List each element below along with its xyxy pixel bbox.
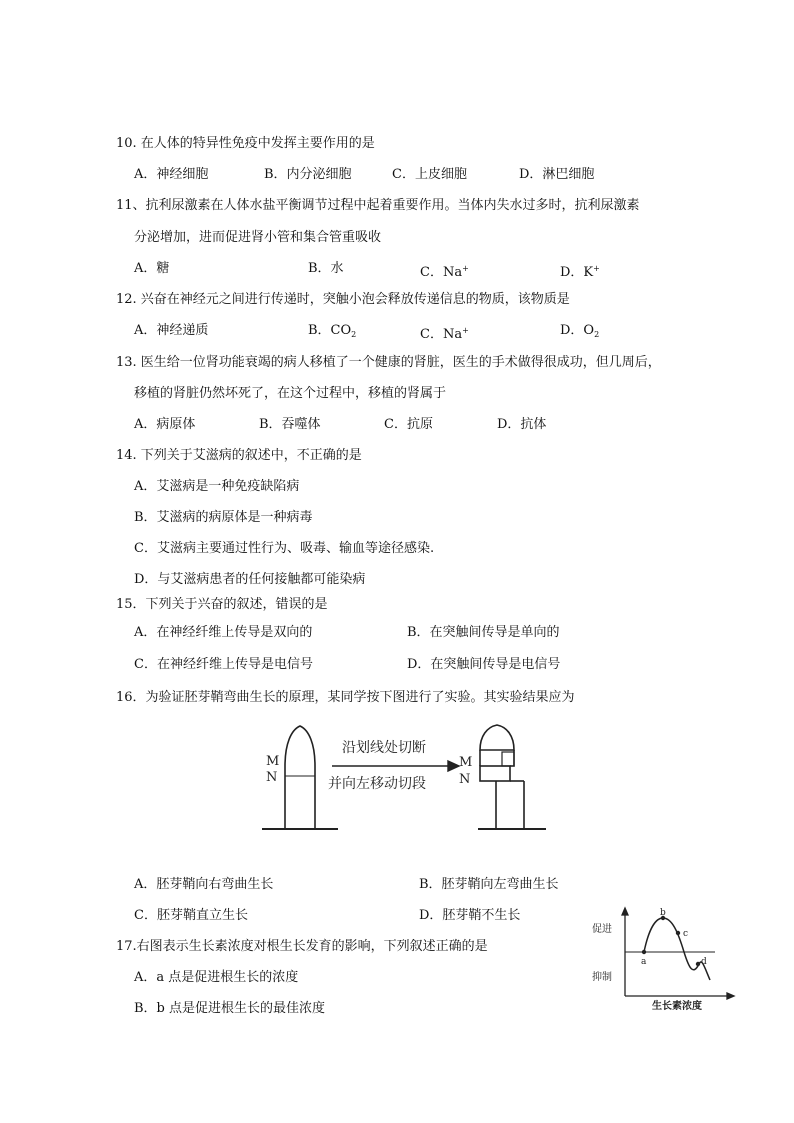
q10-option-b: B．内分泌细胞: [264, 167, 352, 182]
q15-stem: 15．下列关于兴奋的叙述，错误的是: [116, 597, 328, 612]
arrow: [332, 761, 459, 771]
auxin-root-growth-graph: [590, 906, 740, 1012]
label-b: b: [660, 908, 666, 918]
q11-stem-line1: 11、抗利尿激素在人体水盐平衡调节过程中起着重要作用。当体内失水过多时，抗利尿激素: [116, 198, 640, 213]
coleoptile-after: [478, 725, 546, 829]
growth-curve: [644, 918, 710, 980]
q16-stem: 16．为验证胚芽鞘弯曲生长的原理，某同学按下图进行了实验。其实验结果应为: [116, 690, 575, 705]
q14-option-c: C．艾滋病主要通过性行为、吸毒、输血等途径感染.: [134, 541, 435, 556]
q11-option-b: B．水: [308, 261, 344, 276]
q14-option-d: D．与艾滋病患者的任何接触都可能染病: [134, 572, 366, 587]
q13-option-a: A．病原体: [134, 417, 196, 432]
q17-stem: 17.右图表示生长素浓度对根生长发育的影响，下列叙述正确的是: [116, 939, 488, 954]
q10-option-a: A．神经细胞: [134, 167, 209, 182]
q12-option-b: B．$CO_2$: [308, 323, 357, 339]
label-n-after: N: [459, 772, 471, 787]
label-d: d: [701, 957, 707, 967]
q15-option-c: C．在神经纤维上传导是电信号: [134, 657, 313, 672]
y-label-inhibit: 抑制: [592, 972, 612, 983]
arrow-label-bottom: 并向左移动切段: [328, 776, 426, 792]
q16-option-c: C．胚芽鞘直立生长: [134, 908, 248, 923]
label-m-after: M: [459, 755, 473, 770]
q16-option-a: A．胚芽鞘向右弯曲生长: [134, 877, 274, 892]
q14-option-a: A．艾滋病是一种免疫缺陷病: [134, 479, 300, 494]
q13-stem-line1: 13. 医生给一位肾功能衰竭的病人移植了一个健康的肾脏，医生的手术做得很成功，但几周后，: [116, 355, 661, 370]
x-label: 生长素浓度: [652, 1001, 702, 1012]
q15-option-d: D．在突触间传导是电信号: [407, 657, 561, 672]
q11-option-a: A．糖: [134, 261, 170, 276]
label-c: c: [683, 929, 689, 939]
q14-stem: 14. 下列关于艾滋病的叙述中，不正确的是: [116, 448, 362, 463]
q17-option-a: A．a 点是促进根生长的浓度: [134, 970, 299, 985]
point-d: [696, 962, 700, 966]
q16-option-d: D．胚芽鞘不生长: [419, 908, 521, 923]
q12-option-c: C．Na+: [420, 326, 469, 342]
q12-option-d: D．$O_2$: [560, 323, 600, 339]
q10-option-d: D．淋巴细胞: [519, 167, 595, 182]
point-c: [676, 931, 680, 935]
label-n: N: [266, 770, 278, 785]
q13-option-d: D．抗体: [497, 417, 547, 432]
q12-stem: 12. 兴奋在神经元之间进行传递时，突触小泡会释放传递信息的物质，该物质是: [116, 292, 570, 307]
q14-option-b: B．艾滋病的病原体是一种病毒: [134, 510, 313, 525]
q17-option-b: B．b 点是促进根生长的最佳浓度: [134, 1001, 326, 1016]
y-label-promote: 促进: [592, 924, 612, 935]
q16-option-b: B．胚芽鞘向左弯曲生长: [419, 877, 559, 892]
q11-option-d: D．K+: [560, 264, 600, 280]
q13-option-c: C．抗原: [384, 417, 433, 432]
point-a: [642, 950, 646, 954]
q11-option-c: C．Na+: [420, 264, 469, 280]
coleoptile-experiment-figure: [258, 722, 550, 840]
label-m: M: [266, 754, 280, 769]
q12-option-a: A．神经递质: [134, 323, 209, 338]
q11-stem-line2: 分泌增加，进而促进肾小管和集合管重吸收: [134, 230, 382, 245]
q15-option-b: B．在突触间传导是单向的: [407, 625, 560, 640]
q13-option-b: B．吞噬体: [259, 417, 321, 432]
label-a: a: [641, 957, 647, 967]
q15-option-a: A．在神经纤维上传导是双向的: [134, 625, 313, 640]
q10-option-c: C．上皮细胞: [392, 167, 467, 182]
q13-stem-line2: 移植的肾脏仍然坏死了，在这个过程中，移植的肾属于: [134, 386, 447, 401]
q10-stem: 10. 在人体的特异性免疫中发挥主要作用的是: [116, 136, 375, 151]
arrow-label-top: 沿划线处切断: [342, 740, 426, 756]
